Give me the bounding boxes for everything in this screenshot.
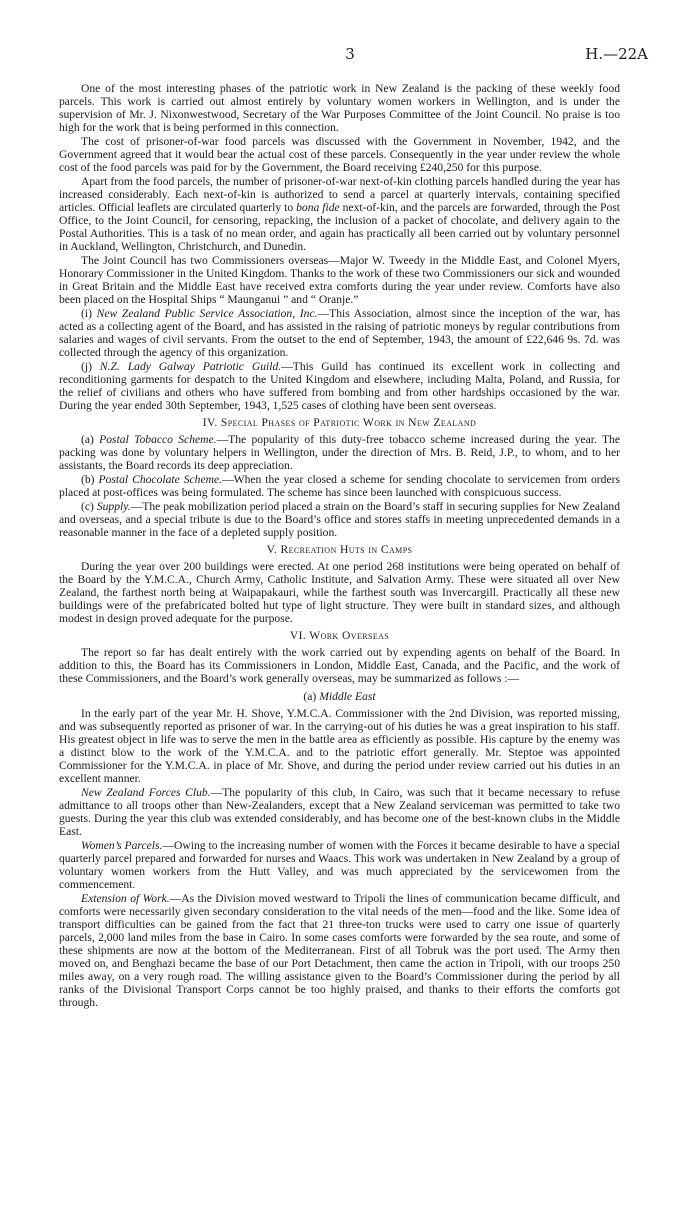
paragraph-lady-galway-guild: (j) N.Z. Lady Galway Patriotic Guild.—This Guild has continued its excellent work in collecting and reconditioning garments for despatch to the United Kingdom and elsewhere, including Malta, Poland, and Russia, for the relief of civilians and others who have suffered from bombing and from other hardships occasioned by the war. During the year ended 30th September, 1943, 1,525 cases of clothing have been sent overseas.: [59, 359, 621, 413]
paragraph-food-parcels: One of the most interesting phases of the patriotic work in New Zealand is the packing of these weekly food parcels. This work is carried out almost entirely by voluntary women workers in Wellington, and is under the supervision of Mr. J. Nixonwestwood, Secretary of the War Purposes Committee of the Joint Council. No praise is too high for the work that is being performed in this connection.: [59, 82, 620, 135]
paragraph-extension-of-work: Extension of Work.—As the Division moved westward to Tripoli the lines of communication became difficult, and comforts were necessarily given secondary consideration to the vital needs of the men—food and the like. Some idea of transport difficulties can be gained from the fact that 21 three-ton trucks were used to carry one issue of quarterly parcels, 2,000 land miles from the base in Cairo. In some cases comforts were forwarded by the sea route, and some of these shipments are now at the bottom of the Mediterranean. First of all Tobruk was the port used. The Army then moved on, and Benghazi became the base of our Port Detachment, then came the action in Tripoli, with our troops 250 miles away, on a very rough road. The willing assistance given to the Board’s Commissioner during the period by all ranks of the Divisional Transport Corps cannot be too highly praised, and thanks to their efforts the comforts got through.: [59, 891, 620, 1009]
paragraph-forces-club: New Zealand Forces Club.—The popularity of this club, in Cairo, was such that it became necessary to refuse admittance to all troops other than New-Zealanders, except that a New Zealand serviceman was permitted to take two guests. During the year this club was extended considerably, and has become one of the best-known clubs in the Middle East.: [59, 785, 621, 838]
paragraph-tobacco-scheme: (a) Postal Tobacco Scheme.—The popularity of this duty-free tobacco scheme increased during the year. The packing was done by voluntary helpers in Wellington, under the direction of Mrs. B. Reid, J.P., to whom, and to her assistants, the Board records its deep appreciation.: [59, 433, 620, 473]
paragraph-buildings: During the year over 200 buildings were erected. At one period 268 institutions were being operated on behalf of the Board by the Y.M.C.A., Church Army, Catholic Institute, and Salvation Army. These were situated all over New Zealand, the farthest north being at Waipapakauri, while the farthest south was Invercargill. Practically all these new buildings were of the prefabricated bolted hut type of light structure. They were built in standard sizes, and although modest in design proved adequate for the purpose.: [59, 560, 620, 626]
paragraph-supply: (c) Supply.—The peak mobilization period placed a strain on the Board’s staff in securing supplies for New Zealand and overseas, and a special tribute is due to the Board’s office and stores staffs in meeting unprecedented demands in a reasonable manner in the face of a depleted supply position.: [59, 499, 620, 540]
section-heading-work-overseas: VI. Work Overseas: [289, 629, 390, 643]
paragraph-public-service-association: (i) New Zealand Public Service Association, Inc.—This Association, almost since the inception of the war, has acted as a collecting agent of the Board, and has assisted in the raising of patriotic moneys by regular contributions from salaries and wages of civil servants. From the outset to the end of September, 1943, the amount of £22,646 9s. 7d. was collected through the agency of this organization.: [59, 306, 620, 360]
section-heading-special-phases: IV. Special Phases of Patriotic Work in New Zealand: [202, 416, 477, 430]
paragraph-commissioners: The Joint Council has two Commissioners overseas—Major W. Tweedy in the Middle East, and Colonel Myers, Honorary Commissioner in the United Kingdom. Thanks to the work of these two Commissioners our sick and wounded in Great Britain and the Middle East have received extra comforts during the year under review. Comforts have also been placed on the Hospital Ships “ Maunganui ” and “ Oranje.”: [59, 254, 620, 307]
subsection-heading-middle-east: (a) Middle East: [303, 689, 376, 703]
page-number: 3: [345, 45, 355, 63]
paragraph-chocolate-scheme: (b) Postal Chocolate Scheme.—When the year closed a scheme for sending chocolate to servicemen from orders placed at post-offices was being formulated. The scheme has since been launched with conspicuous success.: [59, 473, 620, 500]
paragraph-overseas-summary: The report so far has dealt entirely with the work carried out by expending agents on behalf of the Board. In addition to this, the Board has its Commissioners in London, Middle East, Canada, and the Pacific, and the work of these Commissioners, and the Board’s work generally overseas, may be summarized as follows :—: [59, 646, 620, 686]
body-text: [59, 82, 620, 1010]
document-reference: H.—22A: [585, 45, 648, 63]
paragraph-shove: In the early part of the year Mr. H. Shove, Y.M.C.A. Commissioner with the 2nd Division, was reported missing, and was subsequently reported as prisoner of war. In the carrying-out of his duties he was a great inspiration to his staff. His greatest object in life was to serve the men in the battle area as efficiently as possible. His capture by the enemy was a distinct blow to the work of the Y.M.C.A. and to the patriotic effort generally. Mr. Steptoe was appointed Commissioner for the Y.M.C.A. in place of Mr. Shove, and during the period under review carried out his duties in an excellent manner.: [59, 706, 620, 785]
paragraph-womens-parcels: Women’s Parcels.—Owing to the increasing number of women with the Forces it became desirable to have a special quarterly parcel prepared and forwarded for nurses and Waacs. This work was undertaken in New Zealand by a group of voluntary women workers from the Hutt Valley, and was much appreciated by the servicewomen from the commencement.: [59, 838, 620, 891]
paragraph-clothing-parcels: Apart from the food parcels, the number of prisoner-of-war next-of-kin clothing parcels handled during the year has increased considerably. Each next-of-kin is authorized to send a parcel at quarterly intervals, containing specified articles. Official leaflets are circulated quarterly to bona fide next-of-kin, and the parcels are forwarded, through the Post Office, to the Joint Council, for censoring, repacking, the inclusion of a packet of chocolate, and delivery again to the Postal Authorities. This is a task of no mean order, and again has practically all been carried out by voluntary personnel in Auckland, Wellington, Christchurch, and Dunedin.: [59, 174, 620, 254]
paragraph-parcel-cost: The cost of prisoner-of-war food parcels was discussed with the Government in November, 1942, and the Government agreed that it would bear the actual cost of these parcels. Consequently in the year under review the whole cost of the food parcels was paid for by the Government, the Board receiving £240,250 for this purpose.: [59, 134, 620, 175]
section-heading-recreation-huts: V. Recreation Huts in Camps: [266, 543, 413, 557]
